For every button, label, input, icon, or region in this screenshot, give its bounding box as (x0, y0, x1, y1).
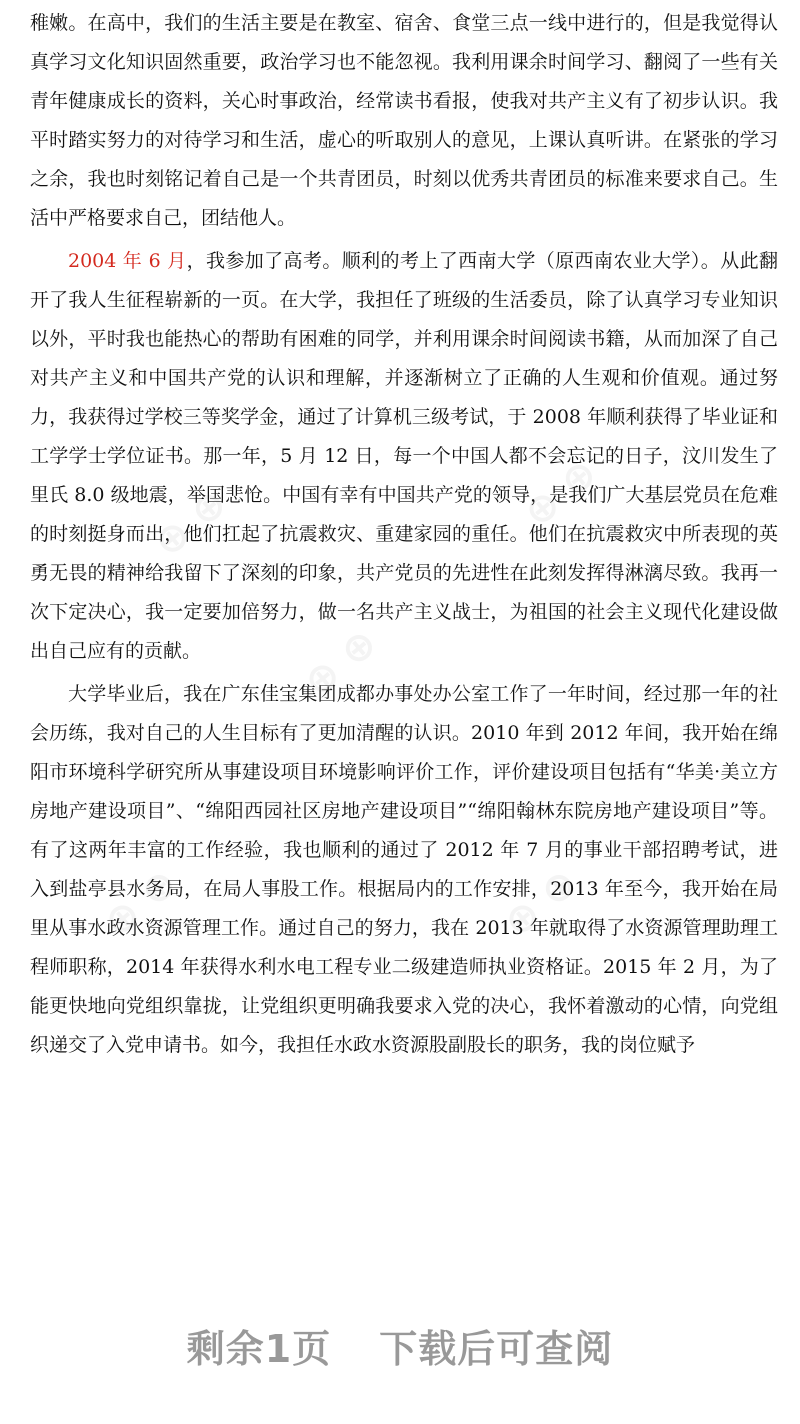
document-body (30, 4, 778, 1065)
highlighted-date: 2004 年 6 月 (68, 250, 187, 272)
watermark: ⊕ ⊕ (494, 859, 587, 947)
paragraph-2 (30, 242, 778, 671)
remaining-pages-label: 剩余1页 (186, 1327, 332, 1371)
paragraph-1 (30, 4, 778, 238)
download-to-view-label: 下载后可查阅 (379, 1327, 614, 1371)
watermark: ⊕ ⊕ (144, 479, 237, 567)
download-prompt[interactable] (0, 1318, 800, 1373)
paragraph-3 (30, 675, 778, 1065)
paragraph-text: 大学毕业后，我在广东佳宝集团成都办事处办公室工作了一年时间，经过那一年的社会历练，我对自己的人生目标有了更加清醒的认识。2010 年到 2012 年间，我开始在绵阳市环境科学研究所从事建设项目环境影响评价工作，评价建设项目包括有“华美·美立方房地产建设项目”、“绵阳西园社区房地产建设项目”“绵阳翰林东院房地产建设项目”等。有了这两年丰富的工作经验，我也顺利的通过了 2012 年 7 月的事业干部招聘考试，进入到盐亭县水务局，在局人事股工作。根据局内的工作安排，2013 年至今，我开始在局里从事水政水资源管理工作。通过自己的努力，我在 2013 年就取得了水资源管理助理工程师职称，2014 年获得水利水电工程专业二级建造师执业资格证。2015 年 2 月，为了能更快地向党组织靠拢，让党组织更明确我要求入党的决心，我怀着激动的心情，向党组织递交了入党申请书。如今，我担任水政水资源股副股长的职务，我的岗位赋予 (30, 683, 778, 1056)
paragraph-text: ，我参加了高考。顺利的考上了西南大学（原西南农业大学）。从此翻开了我人生征程崭新的一页。在大学，我担任了班级的生活委员，除了认真学习专业知识以外，平时我也能热心的帮助有困难的同学，并利用课余时间阅读书籍，从而加深了自己对共产主义和中国共产党的认识和理解，并逐渐树立了正确的人生观和价值观。通过努力，我获得过学校三等奖学金，通过了计算机三级考试，于 2008 年顺利获得了毕业证和工学学士学位证书。那一年，5 月 12 日，每一个中国人都不会忘记的日子，汶川发生了里氏 8.0 级地震，举国悲怆。中国有幸有中国共产党的领导，是我们广大基层党员在危难的时刻挺身而出，他们扛起了抗震救灾、重建家园的重任。他们在抗震救灾中所表现的英勇无畏的精神给我留下了深刻的印象，共产党员的先进性在此刻发挥得淋漓尽致。我再一次下定决心，我一定要加倍努力，做一名共产主义战士，为祖国的社会主义现代化建设做出自己应有的贡献。 (30, 250, 778, 662)
watermark: ⊕ ⊕ (514, 449, 607, 537)
watermark: ⊕ ⊕ (294, 619, 387, 707)
watermark: ⊕ ⊕ (94, 859, 187, 947)
paragraph-text: 稚嫩。在高中，我们的生活主要是在教室、宿舍、食堂三点一线中进行的，但是我觉得认真学习文化知识固然重要，政治学习也不能忽视。我利用课余时间学习、翻阅了一些有关青年健康成长的资料，关心时事政治，经常读书看报，使我对共产主义有了初步认识。我平时踏实努力的对待学习和生活，虚心的听取别人的意见，上课认真听讲。在紧张的学习之余，我也时刻铭记着自己是一个共青团员，时刻以优秀共青团员的标准来要求自己。生活中严格要求自己，团结他人。 (30, 12, 778, 229)
